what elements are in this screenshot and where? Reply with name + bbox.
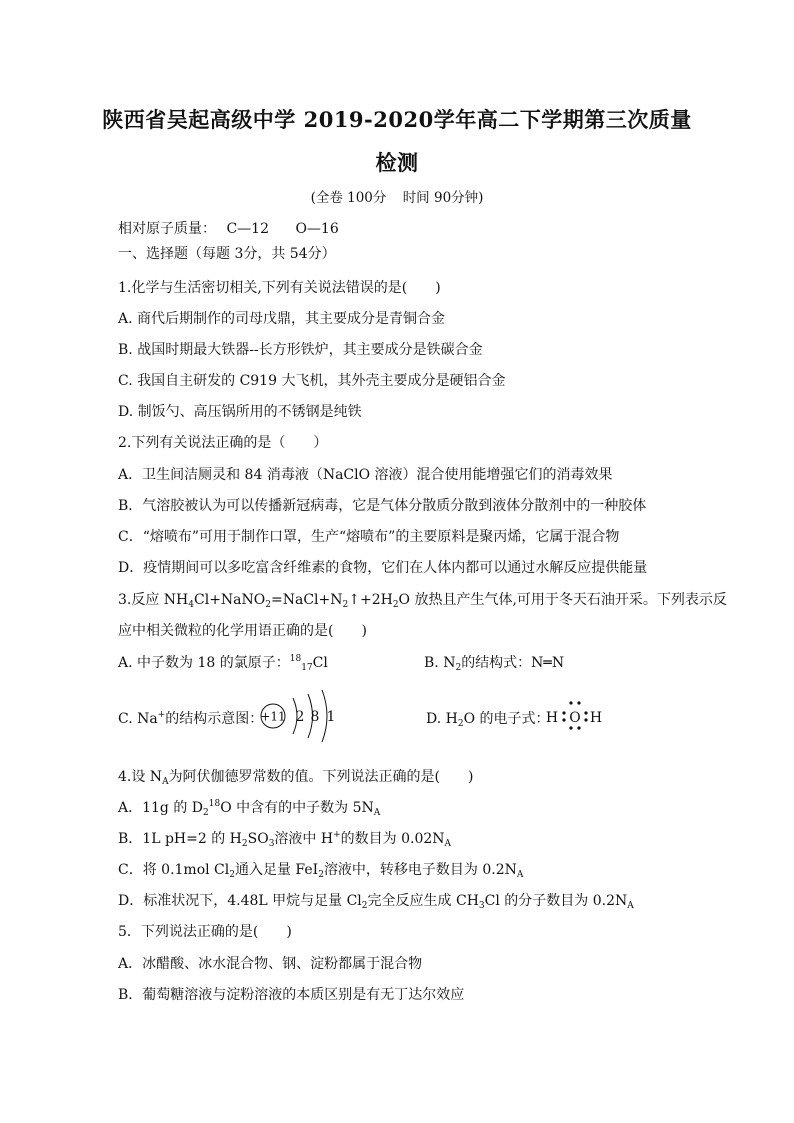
exam-time: 时间 90分钟) [402,190,484,206]
total-score: (全卷 100分 [310,190,387,206]
question-5-option-a: A．冰醋酸、冰水混合物、钢、淀粉都属于混合物 [118,956,423,972]
electron-dot [569,726,572,729]
question-3-stem-continued: 应中相关微粒的化学用语正确的是( ) [118,623,367,639]
electron-dot [577,726,580,729]
question-1-option-b: B. 战国时期最大铁器--长方形铁炉，其主要成分是铁碳合金 [118,342,483,358]
hydrogen-symbol-left: H [545,710,559,726]
question-1-stem: 1.化学与生活密切相关,下列有关说法错误的是( ) [118,280,441,296]
electron-shell-arc-3 [322,690,327,742]
electron-dot [562,711,565,714]
oxygen-symbol: O [569,710,581,726]
question-1-option-a: A. 商代后期制作的司母戊鼎，其主要成分是青铜合金 [118,311,446,327]
exam-info [0,186,794,206]
electron-dot [577,701,580,704]
question-3-option-a: A. 中子数为 18 的氯原子：$^{18}_{17}$Cl [118,654,328,673]
question-5-option-b: B．葡萄糖溶液与淀粉溶液的本质区别是有无丁达尔效应 [118,987,465,1003]
question-3-option-c: C. Na+的结构示意图： [118,710,264,727]
electron-dot [562,718,565,721]
nucleus-circle [261,704,285,728]
question-3-option-d: D. $H_2O$ 的电子式： [426,711,550,729]
atomic-mass-line: 相对原子质量： C—12 O—16 [118,221,339,237]
question-4-option-c: C．将 0.1mol $Cl_2$通入足量 FeI$_2$溶液中，转移电子数目为 $0.2N_A$ [118,862,524,880]
question-2-option-d: D．疫情期间可以多吃富含纤维素的食物，它们在人体内都可以通过水解反应提供能量 [118,560,648,576]
question-3-stem: 3.反应 $NH_4Cl+NaNO_2=NaCl+N_2↑+2H_2O$ 放热且产生气体,可用于冬天石油开采。下列表示反 [118,592,727,610]
electron-dot [569,701,572,704]
question-2-stem: 2.下列有关说法正确的是（ ） [118,435,328,451]
question-4-option-b: B．1L pH=2 的 $H_2SO_3$溶液中 H+的数目为 $0.02N_A$ [118,830,452,849]
question-4-option-a: A．11g 的 $D_2^{18}O$ 中含有的中子数为 $5N_A$ [118,799,381,818]
page-title: 陕西省吴起高级中学 2019-2020学年高二下学期第三次质量 [102,107,692,132]
shell-3-electrons: 1 [326,709,336,725]
page-title-continued: 检测 [375,150,419,175]
question-5-stem: 5．下列说法正确的是( ) [118,924,292,940]
question-1-option-c: C. 我国自主研发的 C919 大飞机，其外壳主要成分是硬铝合金 [118,373,506,389]
electron-dot [584,711,587,714]
shell-2-electrons: 8 [310,709,320,725]
electron-shell-arc-1 [293,698,297,734]
question-2-option-b: B．气溶胶被认为可以传播新冠病毒，它是气体分散质分散到液体分散剂中的一种胶体 [118,498,647,514]
shell-1-electrons: 2 [295,709,305,725]
question-2-option-a: A．卫生间洁厕灵和 84 消毒液（NaClO 溶液）混合使用能增强它们的消毒效果 [118,467,613,483]
electron-dot [584,718,587,721]
question-4-stem: 4.设 $N_A$为阿伏伽德罗常数的值。下列说法正确的是( ) [118,769,474,787]
section-heading: 一、选择题（每题 3分，共 54分） [118,246,336,262]
question-4-option-d: D．标准状况下，4.48L 甲烷与足量 $Cl_2$完全反应生成 $CH_3Cl$ 的分子数目为 $0.2N_A$ [118,893,634,911]
electron-shell-arc-2 [308,694,313,738]
question-1-option-d: D. 制饭勺、高压锅所用的不锈钢是纯铁 [118,404,362,420]
nucleus-charge: +11 [260,709,286,724]
question-3-option-b: B. $N_2$的结构式：N═N [424,655,565,673]
question-2-option-c: C．“熔喷布”可用于制作口罩，生产“熔喷布”的主要原料是聚丙烯，它属于混合物 [118,529,620,545]
hydrogen-symbol-right: H [589,710,603,726]
